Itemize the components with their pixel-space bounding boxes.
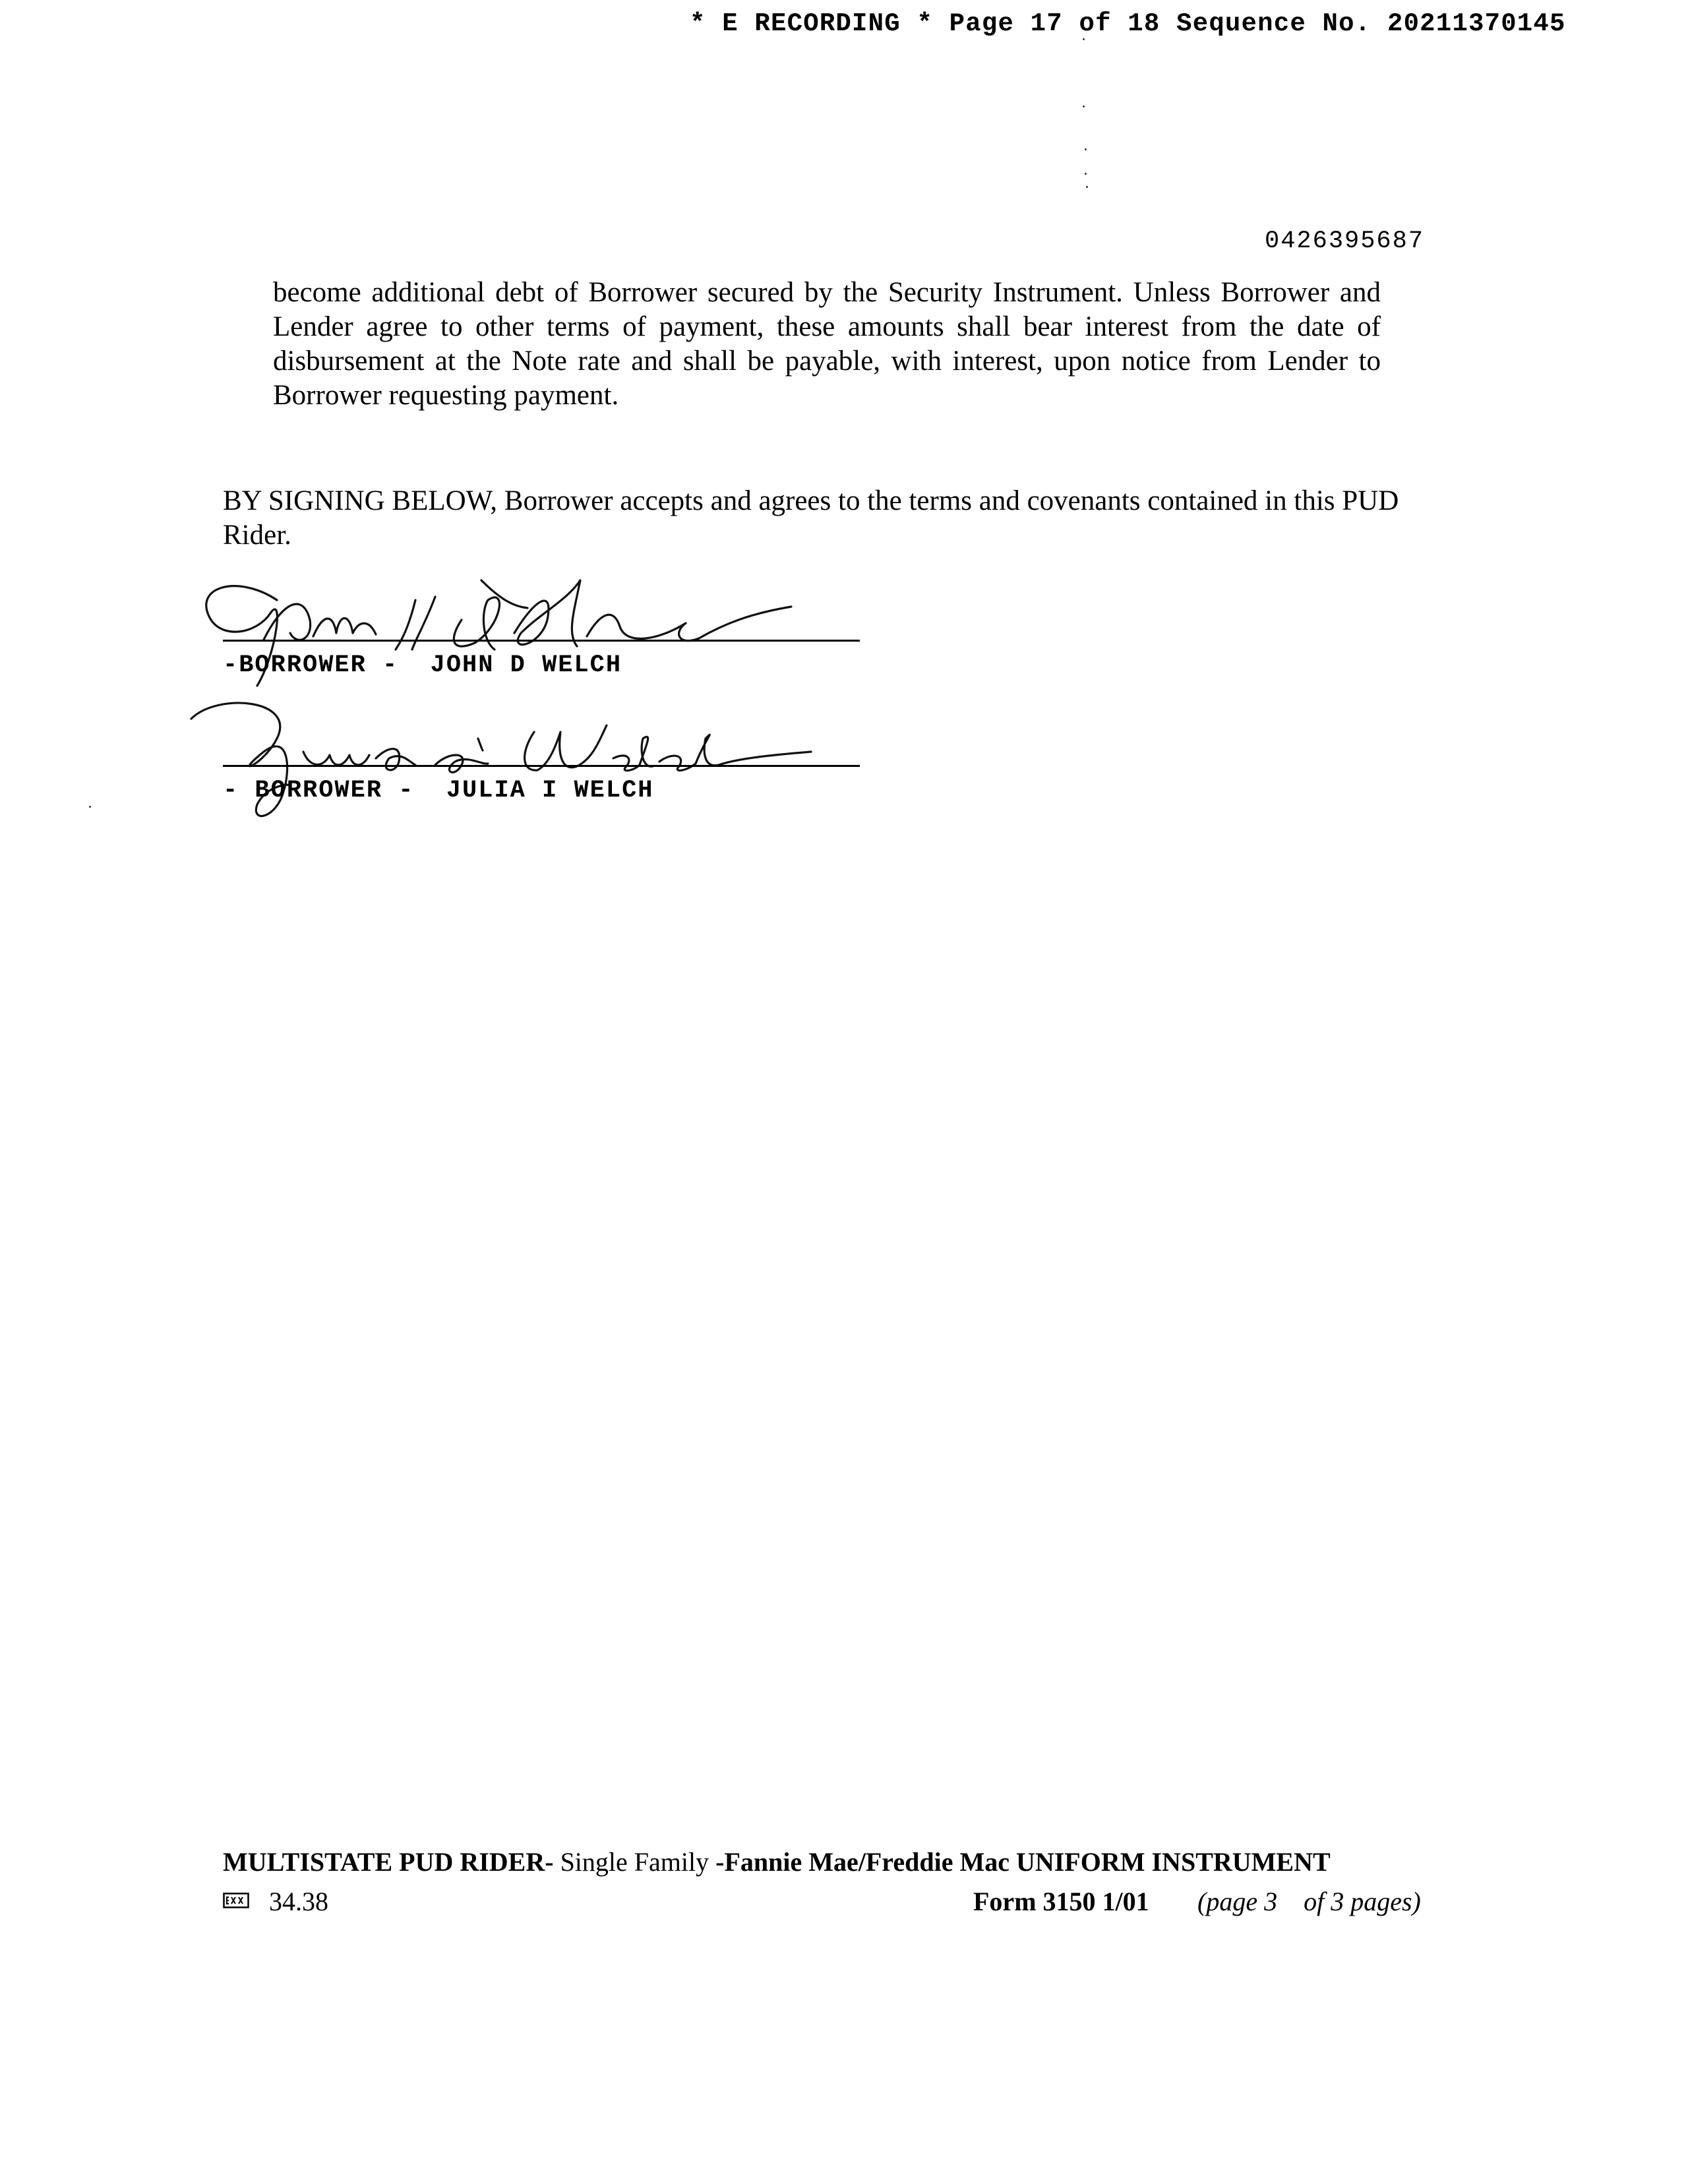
scan-speck [1085,148,1087,150]
footer-form-title [223,1846,1331,1877]
page-indicator: (page 3 of 3 pages) [1197,1887,1421,1916]
signing-statement: BY SIGNING BELOW, Borrower accepts and agrees to the terms and covenants contained in this PUD Rider. [223,485,1399,551]
loan-number: 0426395687 [1265,228,1425,255]
footer-title-part-3: -Fannie Mae/Freddie Mac UNIFORM INSTRUMENT [715,1847,1331,1877]
footer-title-part-1: MULTISTATE PUD RIDER- [223,1847,554,1877]
signature-line-borrower-1 [223,640,860,642]
borrower-caption-john: -BORROWER - JOHN D WELCH [223,652,622,679]
borrower-caption-julia: - BORROWER - JULIA I WELCH [223,777,654,804]
scan-speck [1086,186,1088,188]
scan-speck [1083,38,1085,40]
form-code: 34.38 [269,1887,328,1916]
scan-speck [1085,173,1087,175]
signature-julia-welch [178,692,837,824]
form-number: Form 3150 1/01 [973,1887,1149,1916]
form-id-box-icon [223,1893,249,1908]
signature-line-borrower-2 [223,765,860,767]
continued-paragraph: become additional debt of Borrower secured by the Security Instrument. Unless Borrower and Lender agree to other terms of payment, these amounts shall bear interest from the date of disbursement at the Note rate and shall be payable, with interest, upon notice from Lender to Borrower requesting payment. [273,277,1381,411]
scan-speck [89,806,91,808]
footer-title-part-2: Single Family [553,1847,716,1877]
scan-speck [1083,106,1085,107]
recording-header: * E RECORDING * Page 17 of 18 Sequence No. 20211370145 [690,9,1566,38]
